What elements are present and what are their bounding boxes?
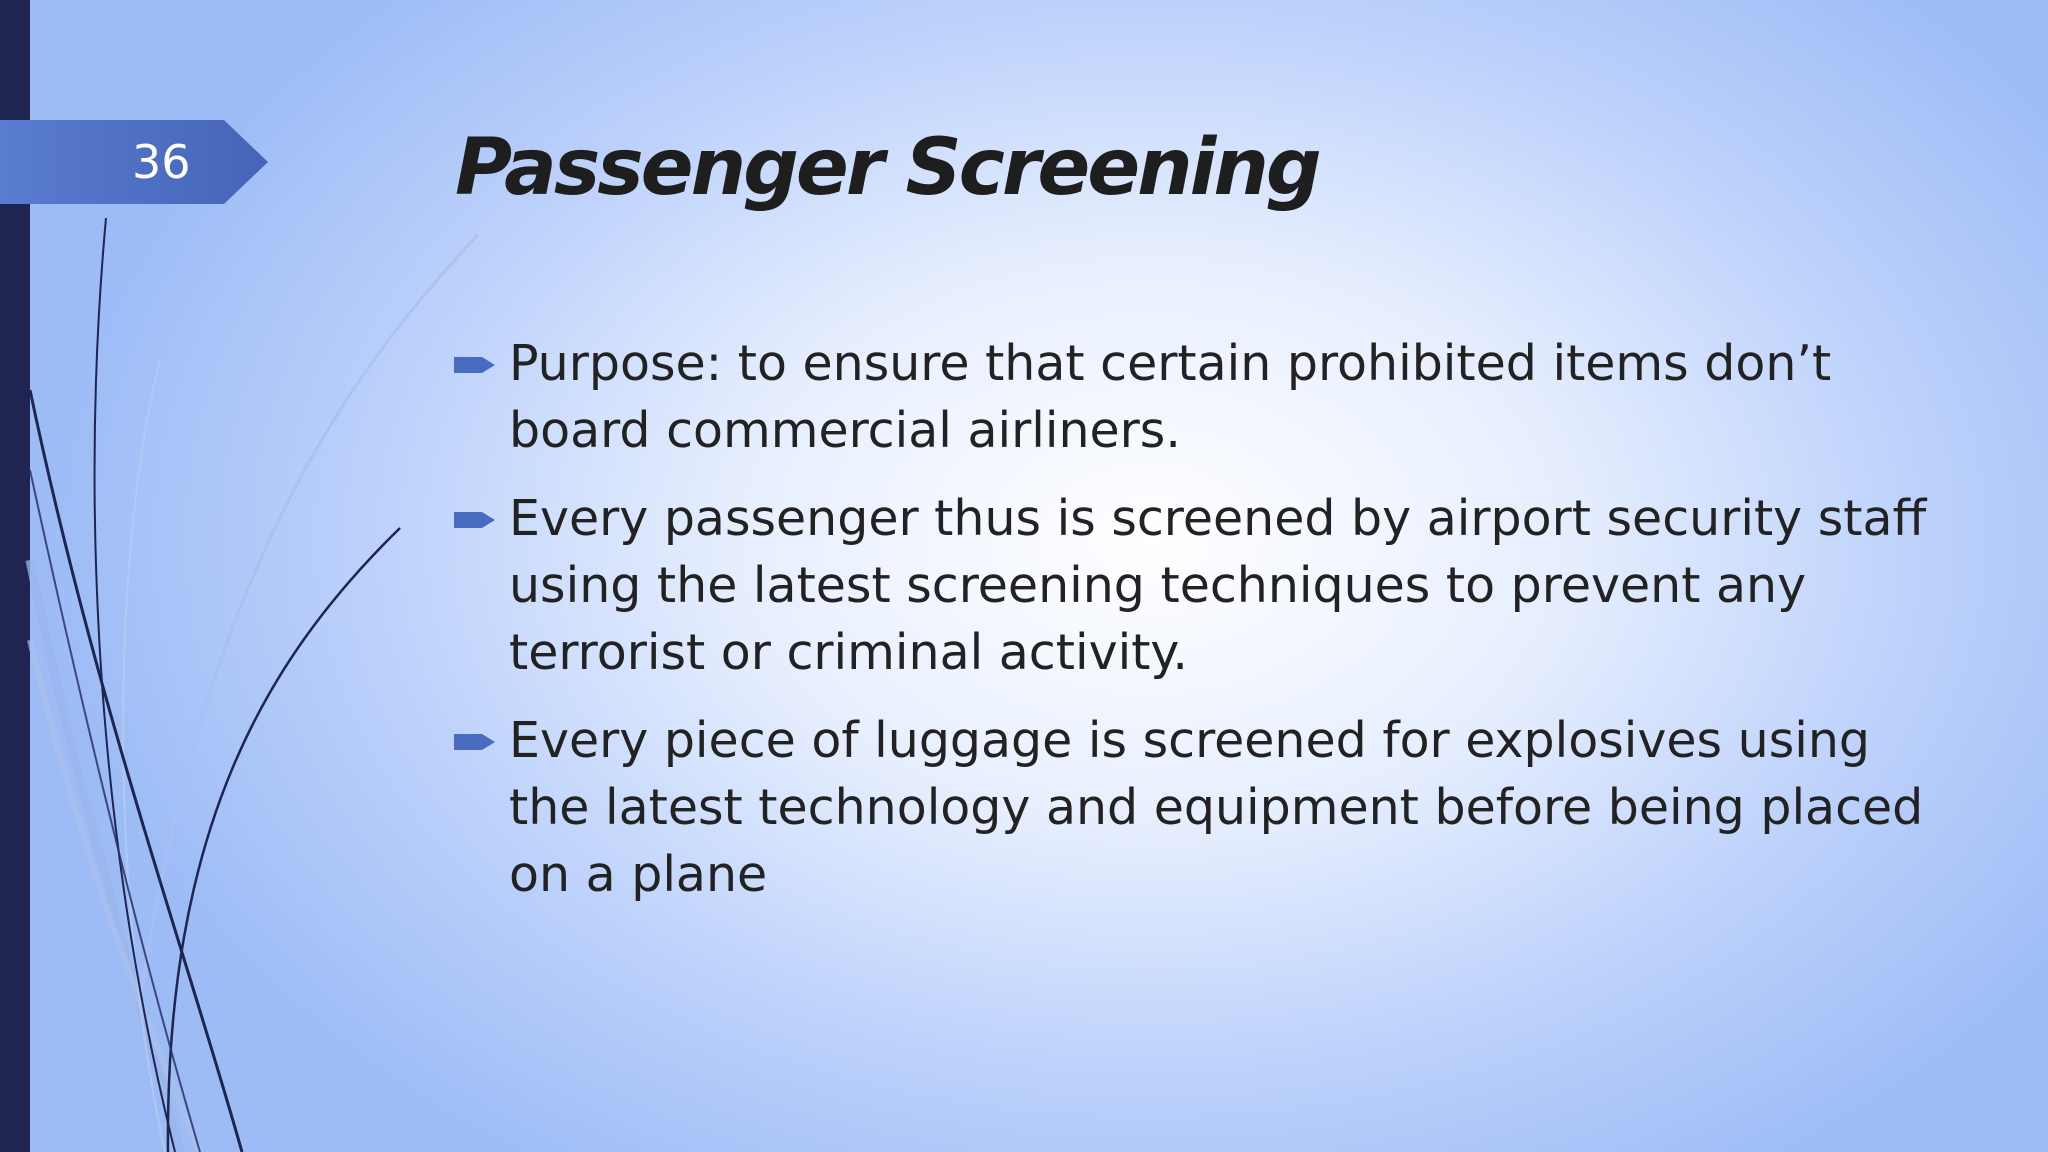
- bullet-text: Purpose: to ensure that certain prohibited items don’t board commercial airliners.: [509, 335, 1832, 459]
- arrow-bullet-icon: [454, 509, 496, 531]
- bullet-list: [452, 330, 1932, 929]
- bullet-text: Every piece of luggage is screened for explosives using the latest technology and equipment before being placed on a plane: [509, 712, 1924, 903]
- arrow-bullet-icon: [454, 354, 496, 376]
- list-item: [452, 485, 1932, 686]
- slide-number: 36: [132, 135, 191, 189]
- slide-title: Passenger Screening: [455, 123, 1319, 213]
- arrow-bullet-icon: [454, 731, 496, 753]
- bullet-text: Every passenger thus is screened by airport security staff using the latest screening techniques to prevent any terrorist or criminal activity.: [509, 490, 1927, 681]
- list-item: [452, 330, 1932, 464]
- list-item: [452, 707, 1932, 908]
